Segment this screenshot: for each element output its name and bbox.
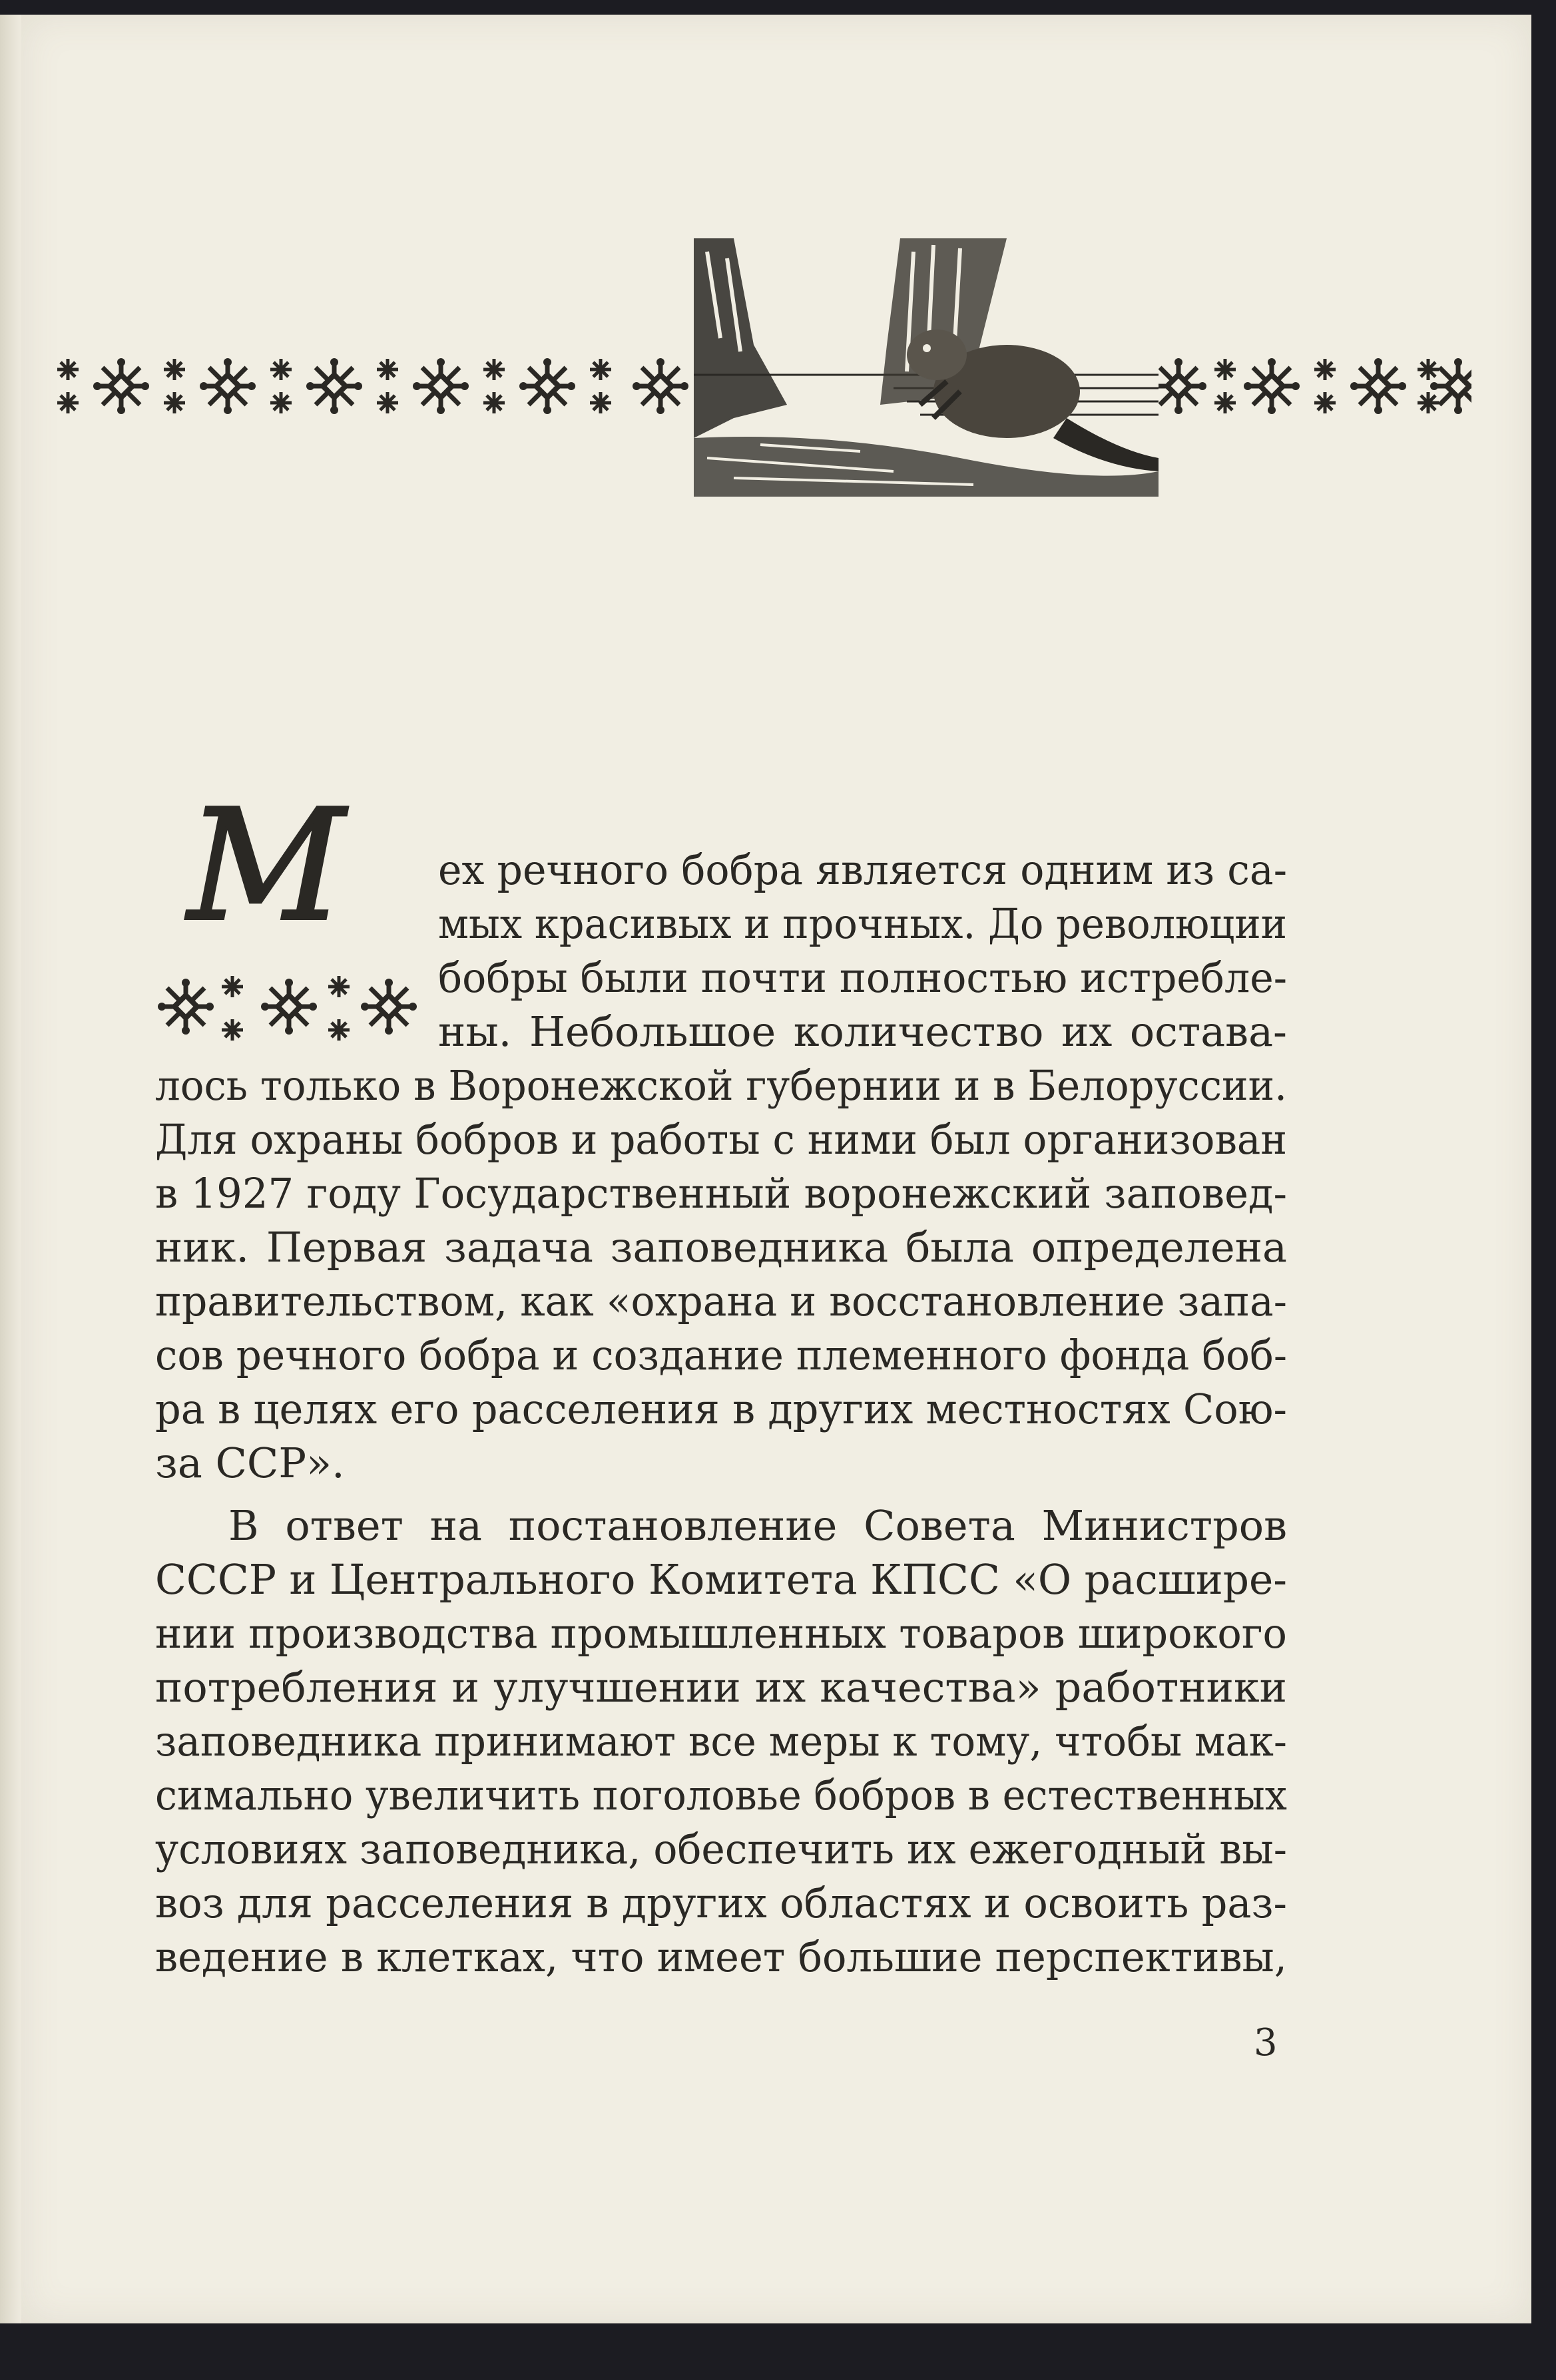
- text-line: нии производства промышленных товаров широкого: [155, 1609, 1287, 1658]
- text-line: Для охраны бобров и работы с ними был организован: [155, 1115, 1287, 1164]
- text-line: в 1927 году Государственный воронежский заповед-: [155, 1169, 1287, 1218]
- drop-cap-ornament: [149, 967, 429, 1049]
- text-line: потребления и улучшении их качества» работники: [155, 1663, 1287, 1712]
- text-line: сов речного бобра и создание племенного фонда боб-: [155, 1331, 1287, 1379]
- text-line: правительством, как «охрана и восстановление запа-: [155, 1277, 1287, 1325]
- text-line: условиях заповедника, обеспечить их ежегодный вы-: [155, 1825, 1287, 1873]
- text-line: ведение в клетках, что имеет большие перспективы,: [155, 1933, 1287, 1981]
- text-line: мых красивых и прочных. До революции: [438, 899, 1287, 948]
- text-line: ра в целях его расселения в других местностях Сою-: [155, 1385, 1287, 1433]
- beaver-illustration: [694, 238, 1159, 497]
- text-line: симально увеличить поголовье бобров в естественных: [155, 1771, 1287, 1819]
- text-line: ех речного бобра является одним из са-: [438, 845, 1287, 894]
- text-line: ны. Небольшое количество их остава-: [438, 1007, 1287, 1056]
- ornament-band-right: [1159, 346, 1471, 426]
- folk-ornament-right: [1159, 346, 1471, 426]
- drop-cap-letter: [181, 792, 421, 945]
- text-line: лось только в Воронежской губернии и в Белоруссии.: [155, 1061, 1287, 1110]
- text-line: В ответ на постановление Совета Министров: [228, 1501, 1287, 1550]
- ornament-band-left: [41, 346, 694, 426]
- text-line: бобры были почти полностью истребле-: [438, 953, 1287, 1002]
- page-number: 3: [1254, 2021, 1278, 2064]
- text-line: за ССР».: [155, 1439, 345, 1487]
- text-line: СССР и Центрального Комитета КПСС «О расшире-: [155, 1555, 1287, 1604]
- text-line: воз для расселения в других областях и освоить раз-: [155, 1879, 1287, 1927]
- folk-ornament-left: [41, 346, 694, 426]
- page-corner: [1501, 2333, 1548, 2380]
- svg-text:М: М: [188, 792, 345, 945]
- text-line: ник. Первая задача заповедника была определена: [155, 1223, 1287, 1272]
- text-line: заповедника принимают все меры к тому, чтобы мак-: [155, 1717, 1287, 1766]
